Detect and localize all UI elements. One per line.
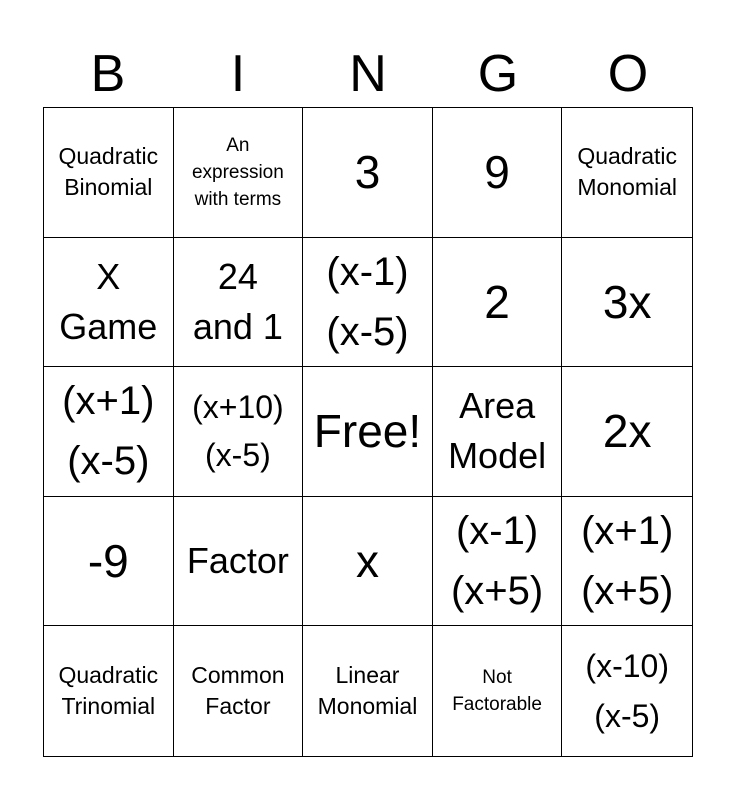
- bingo-cell[interactable]: Common Factor: [174, 626, 304, 756]
- bingo-cell[interactable]: (x-1) (x+5): [433, 497, 563, 627]
- header-letter-b: B: [90, 45, 126, 103]
- bingo-cell[interactable]: Quadratic Binomial: [44, 108, 174, 238]
- header-letter-i: I: [230, 45, 246, 103]
- bingo-cell[interactable]: Linear Monomial: [303, 626, 433, 756]
- bingo-cell[interactable]: Quadratic Monomial: [562, 108, 692, 238]
- bingo-cell[interactable]: 3: [303, 108, 433, 238]
- bingo-cell[interactable]: (x-1) (x-5): [303, 238, 433, 368]
- bingo-cell[interactable]: An expression with terms: [174, 108, 304, 238]
- free-space-cell[interactable]: Free!: [303, 367, 433, 497]
- bingo-cell[interactable]: Quadratic Trinomial: [44, 626, 174, 756]
- bingo-cell[interactable]: 3x: [562, 238, 692, 368]
- bingo-cell[interactable]: 2: [433, 238, 563, 368]
- header-letter-g: G: [477, 45, 519, 103]
- bingo-cell[interactable]: -9: [44, 497, 174, 627]
- header-letter-o: O: [607, 45, 649, 103]
- bingo-cell[interactable]: Area Model: [433, 367, 563, 497]
- bingo-cell[interactable]: X Game: [44, 238, 174, 368]
- bingo-board: [43, 107, 693, 757]
- bingo-cell[interactable]: (x+1) (x+5): [562, 497, 692, 627]
- bingo-cell[interactable]: Factor: [174, 497, 304, 627]
- bingo-cell[interactable]: x: [303, 497, 433, 627]
- bingo-cell[interactable]: Not Factorable: [433, 626, 563, 756]
- bingo-cell[interactable]: 24 and 1: [174, 238, 304, 368]
- header-letter-n: N: [349, 45, 387, 103]
- bingo-cell[interactable]: (x+1) (x-5): [44, 367, 174, 497]
- bingo-cell[interactable]: 2x: [562, 367, 692, 497]
- bingo-cell[interactable]: (x+10) (x-5): [174, 367, 304, 497]
- bingo-cell[interactable]: (x-10) (x-5): [585, 648, 669, 735]
- bingo-header: [43, 40, 693, 108]
- bingo-cell[interactable]: 9: [433, 108, 563, 238]
